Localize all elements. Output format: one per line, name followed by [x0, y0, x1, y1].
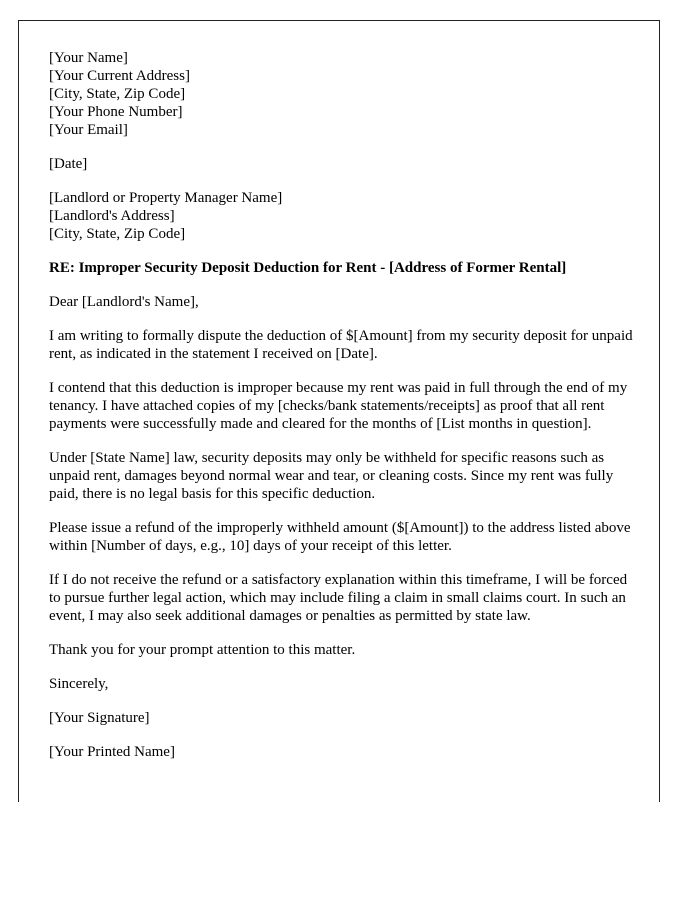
paragraph-legal-action: If I do not receive the refund or a satisfactory explanation within this timeframe, I will be forced to pursue further legal action, which may include filing a claim in small claims court. In such an event, I may also seek additional damages or penalties as permitted by state law.	[49, 572, 628, 624]
recipient-city-state-zip: [City, State, Zip Code]	[49, 226, 186, 242]
signature-placeholder: [Your Signature]	[49, 710, 150, 726]
recipient-name: [Landlord or Property Manager Name]	[49, 190, 283, 206]
sender-address: [Your Current Address]	[49, 68, 190, 84]
recipient-address: [Landlord's Address]	[49, 208, 175, 224]
letter-page	[18, 20, 660, 802]
sender-email: [Your Email]	[49, 122, 128, 138]
letter-body	[49, 49, 634, 777]
printed-name: [Your Printed Name]	[49, 744, 175, 760]
closing: Sincerely,	[49, 676, 109, 692]
paragraph-law: Under [State Name] law, security deposits may only be withheld for specific reasons such as unpaid rent, damages beyond normal wear and tear, or cleaning costs. Since my rent was fully paid, there is no legal basis for this specific deduction.	[49, 450, 614, 502]
sender-city-state-zip: [City, State, Zip Code]	[49, 86, 186, 102]
date-block	[49, 155, 634, 173]
sender-phone: [Your Phone Number]	[49, 104, 183, 120]
paragraph-thanks: Thank you for your prompt attention to this matter.	[49, 642, 356, 658]
sender-name: [Your Name]	[49, 50, 128, 66]
salutation: Dear [Landlord's Name],	[49, 294, 199, 310]
paragraph-refund-request: Please issue a refund of the improperly withheld amount ($[Amount]) to the address listed above within [Number of days, e.g., 10] days of your receipt of this letter.	[49, 520, 631, 554]
paragraph-dispute: I am writing to formally dispute the deduction of $[Amount] from my security deposit for unpaid rent, as indicated in the statement I received on [Date].	[49, 328, 633, 362]
subject-line: RE: Improper Security Deposit Deduction for Rent - [Address of Former Rental]	[49, 260, 567, 276]
sender-block	[49, 49, 634, 139]
paragraph-contention: I contend that this deduction is improper because my rent was paid in full through the end of my tenancy. I have attached copies of my [checks/bank statements/receipts] as proof that all rent payments were successfully made and cleared for the months of [List months in question].	[49, 380, 628, 432]
letter-date: [Date]	[49, 156, 88, 172]
recipient-block	[49, 189, 634, 243]
